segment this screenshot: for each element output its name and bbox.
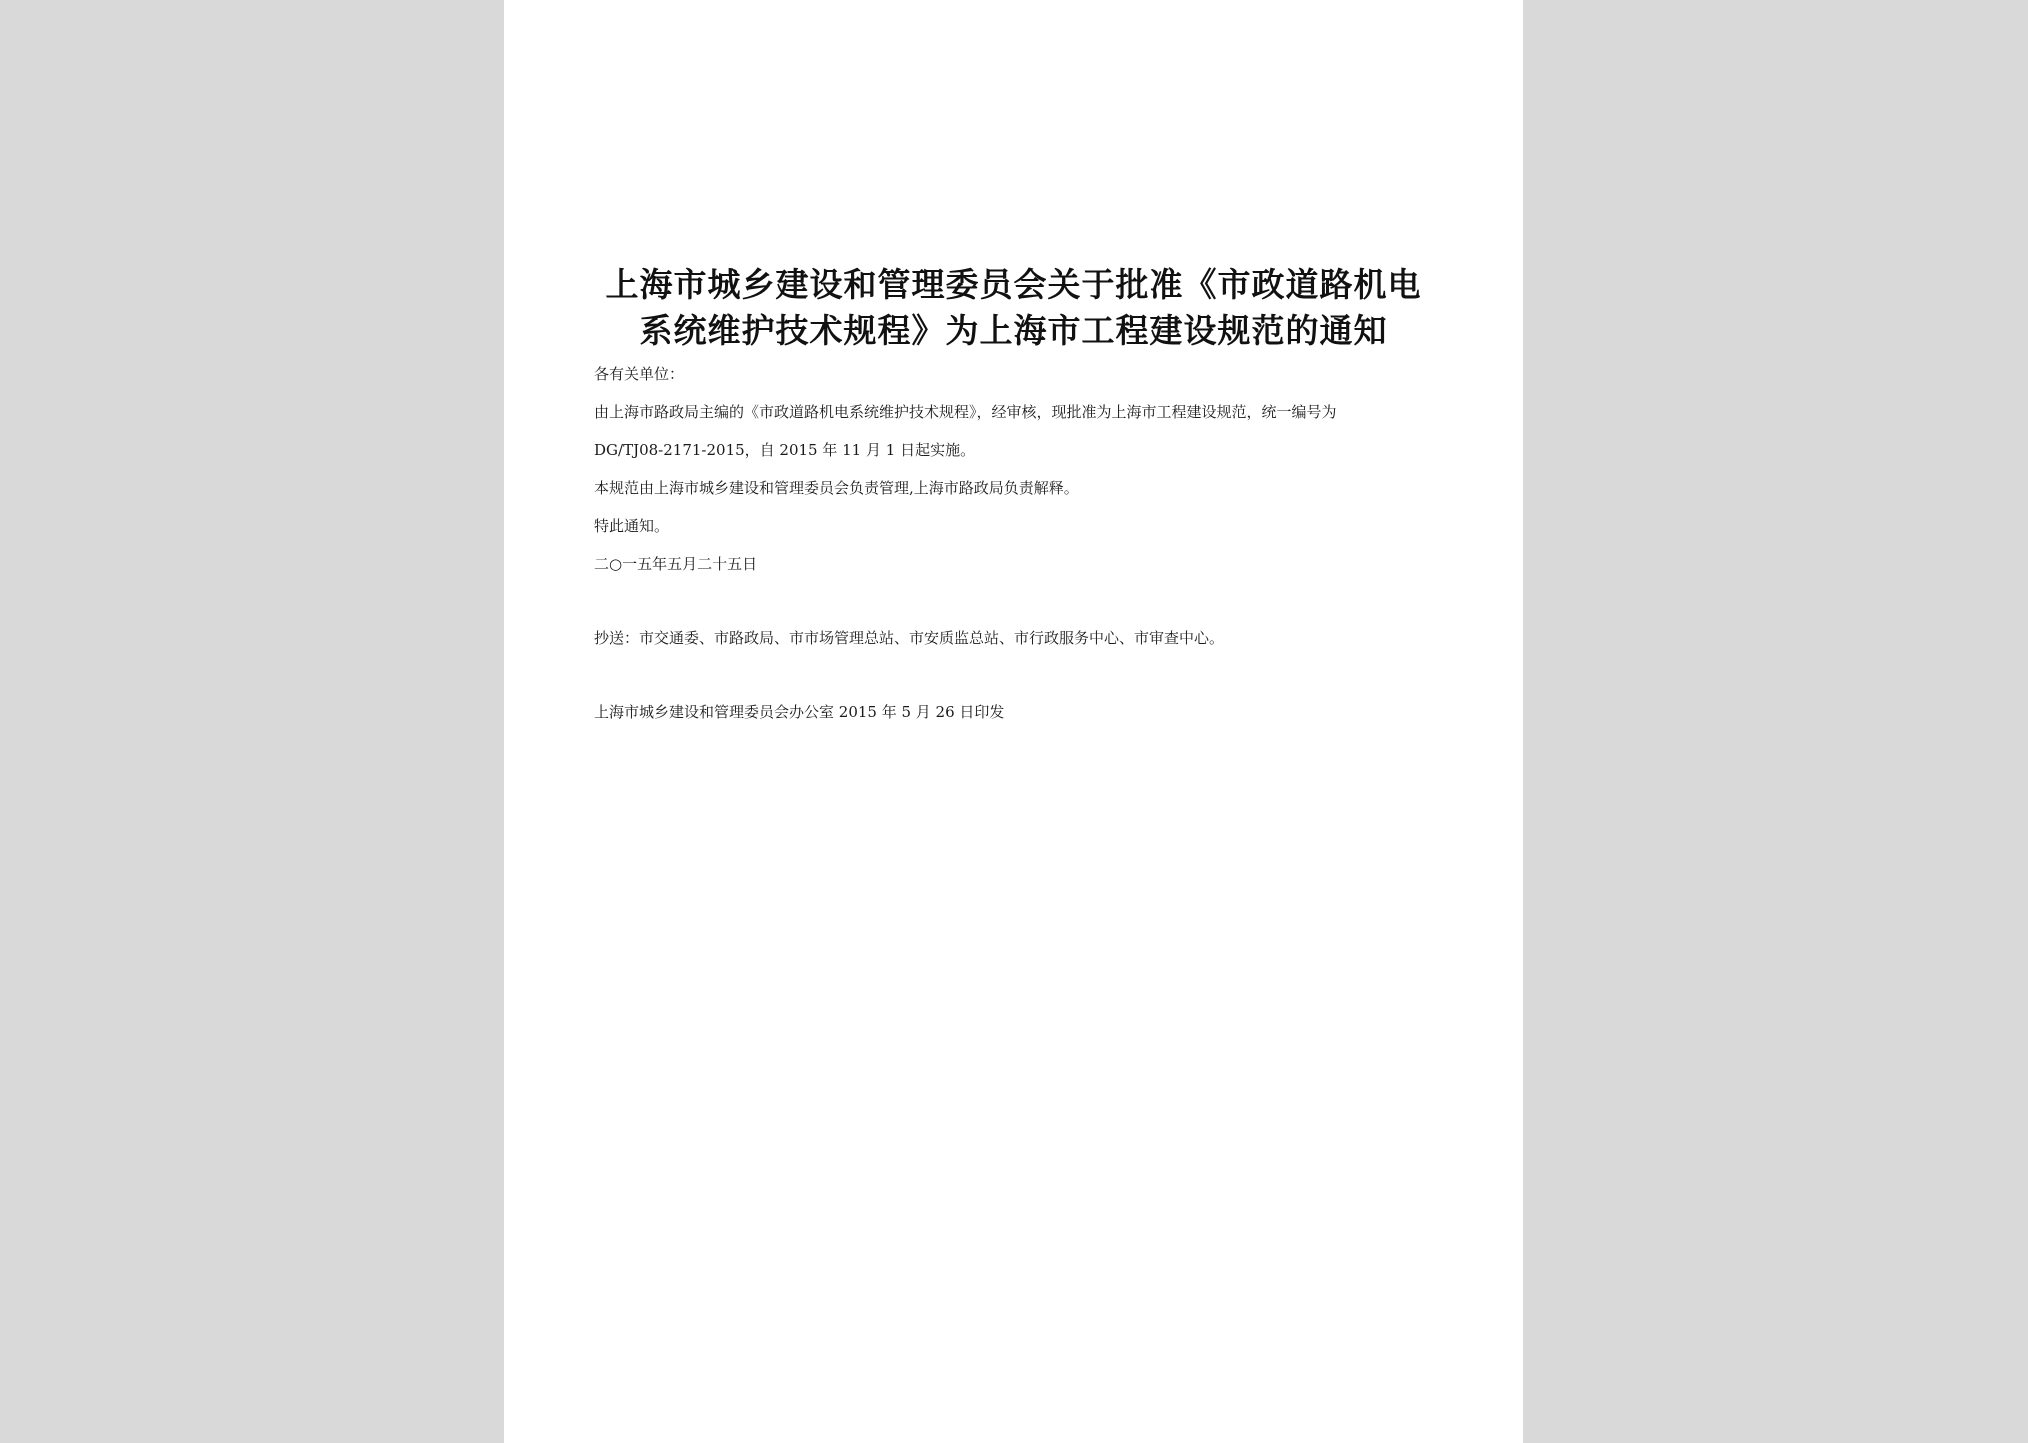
title-line-2: 系统维护技术规程》为上海市工程建设规范的通知 <box>639 311 1388 350</box>
notice-date: 二○一五年五月二十五日 <box>594 555 758 573</box>
issued-by-line: 上海市城乡建设和管理委员会办公室 2015 年 5 月 26 日印发 <box>594 703 1005 721</box>
paragraph-2: 本规范由上海市城乡建设和管理委员会负责管理,上海市路政局负责解释。 <box>594 479 1079 497</box>
closing-line: 特此通知。 <box>594 517 670 535</box>
document-page <box>504 0 1523 1443</box>
paragraph-1-line-2: DG/TJ08-2171-2015，自 2015 年 11 月 1 日起实施。 <box>594 441 976 459</box>
notice-title <box>554 262 1473 354</box>
title-line-1: 上海市城乡建设和管理委员会关于批准《市政道路机电 <box>605 265 1422 304</box>
salutation: 各有关单位： <box>594 365 685 383</box>
paragraph-1-line-1: 由上海市路政局主编的《市政道路机电系统维护技术规程》，经审核，现批准为上海市工程建设规范，统一编号为 <box>594 403 1337 421</box>
cc-line: 抄送：市交通委、市路政局、市市场管理总站、市安质监总站、市行政服务中心、市审查中心。 <box>594 629 1225 647</box>
